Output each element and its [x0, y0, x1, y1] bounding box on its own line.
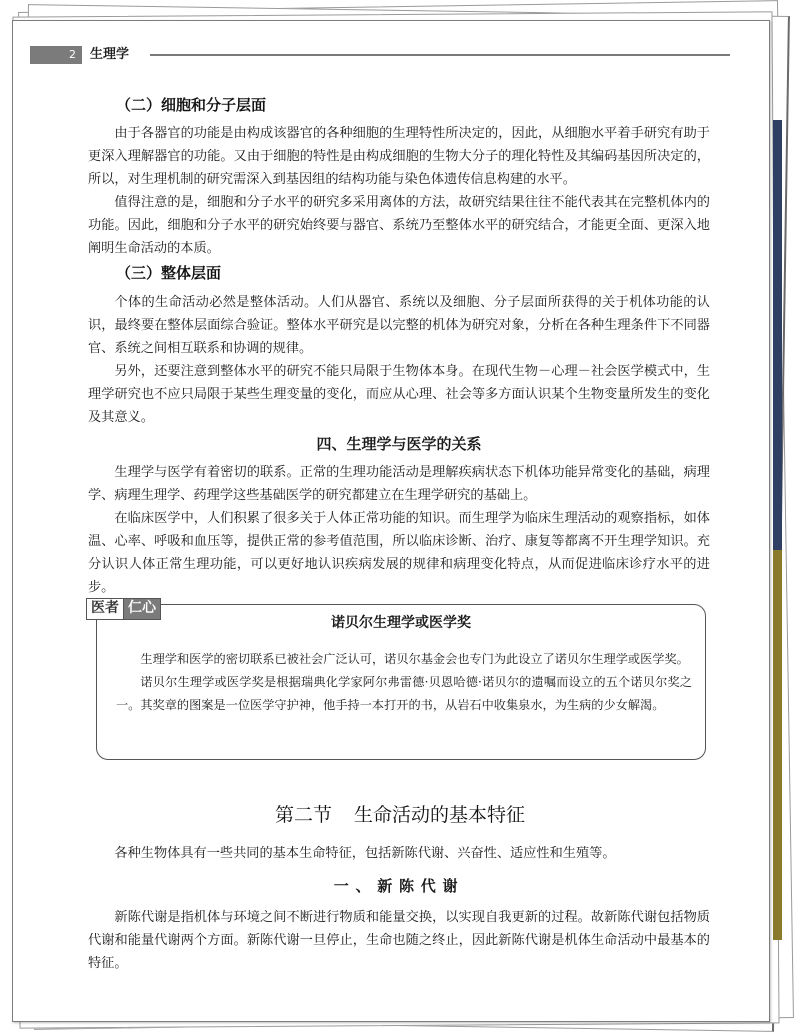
cell-level-paragraph-2: 值得注意的是，细胞和分子水平的研究多采用离体的方法，故研究结果往往不能代表其在完整机体内的功能。因此，细胞和分子水平的研究始终要与器官、系统乃至整体水平的研究结合，才能更全面、更深入地阐明生命活动的本质。 — [88, 195, 710, 256]
box-body — [116, 648, 692, 717]
section-intro: 各种生物体具有一些共同的基本生命特征，包括新陈代谢、兴奋性、适应性和生殖等。 — [114, 846, 616, 861]
cell-level-paragraph-1: 由于各器官的功能是由构成该器官的各种细胞的生理特性所决定的，因此，从细胞水平着手研究有助于更深入理解器官的功能。又由于细胞的特性是由构成细胞的生物大分子的理化特性及其编码基因所决定的，所以，对生理机制的研究需深入到基因组的结构功能与染色体遗传信息构建的水平。 — [88, 126, 710, 187]
cell-level-heading: （二）细胞和分子层面 — [116, 96, 267, 114]
metabolism-heading: 一、新陈代谢 — [333, 877, 465, 895]
box-paragraph-2: 诺贝尔生理学或医学奖是根据瑞典化学家阿尔弗雷德·贝恩哈德·诺贝尔的遗嘱而设立的五个诺贝尔奖之一。其奖章的图案是一位医学守护神，他手持一本打开的书，从岩石中收集泉水，为生病的少女解渴。 — [116, 675, 692, 712]
header-rule — [150, 54, 730, 56]
thumb-tab-navy — [773, 120, 782, 550]
relation-heading: 四、生理学与医学的关系 — [316, 435, 482, 453]
box-paragraph-1: 生理学和医学的密切联系已被社会广泛认可，诺贝尔基金会也专门为此设立了诺贝尔生理学或医学奖。 — [140, 652, 689, 666]
section-label: 第二节 — [274, 804, 332, 826]
box-tag-left: 医者 — [86, 598, 124, 620]
section-heading — [0, 800, 800, 830]
box-tag-right: 仁心 — [124, 598, 161, 620]
relation-paragraph-2: 在临床医学中，人们积累了很多关于人体正常功能的知识。而生理学为临床生理活动的观察指标，如体温、心率、呼吸和血压等，提供正常的参考值范围，所以临床诊断、治疗、康复等都离不开生理学知识。充分认识人体正常生理功能，可以更好地认识疾病发展的规律和病理变化特点，从而促进临床诊疗水平的进步。 — [88, 511, 710, 595]
metabolism-paragraph: 新陈代谢是指机体与环境之间不断进行物质和能量交换，以实现自我更新的过程。故新陈代谢包括物质代谢和能量代谢两个方面。新陈代谢一旦停止，生命也随之终止，因此新陈代谢是机体生命活动中最基本的特征。 — [88, 910, 710, 971]
page-number: 2 — [30, 46, 82, 64]
running-header — [30, 46, 730, 64]
box-title: 诺贝尔生理学或医学奖 — [331, 615, 471, 631]
relation-paragraph-1: 生理学与医学有着密切的联系。正常的生理功能活动是理解疾病状态下机体功能异常变化的基础，病理学、病理生理学、药理学这些基础医学的研究都建立在生理学研究的基础上。 — [88, 465, 710, 503]
whole-level-paragraph-1: 个体的生命活动必然是整体活动。人们从器官、系统以及细胞、分子层面所获得的关于机体功能的认识，最终要在整体层面综合验证。整体水平研究是以完整的机体为研究对象，分析在各种生理条件下不同器官、系统之间相互联系和协调的规律。 — [88, 295, 710, 356]
section-title: 生命活动的基本特征 — [354, 804, 526, 826]
thumb-tab-olive — [773, 550, 782, 940]
book-title: 生理学 — [90, 47, 130, 62]
whole-level-heading: （三）整体层面 — [116, 264, 222, 282]
whole-level-paragraph-2: 另外，还要注意到整体水平的研究不能只局限于生物体本身。在现代生物－心理－社会医学模式中，生理学研究也不应只局限于某些生理变量的变化，而应从心理、社会等多方面认识某个生物变量所发生的变化及其意义。 — [88, 364, 710, 425]
